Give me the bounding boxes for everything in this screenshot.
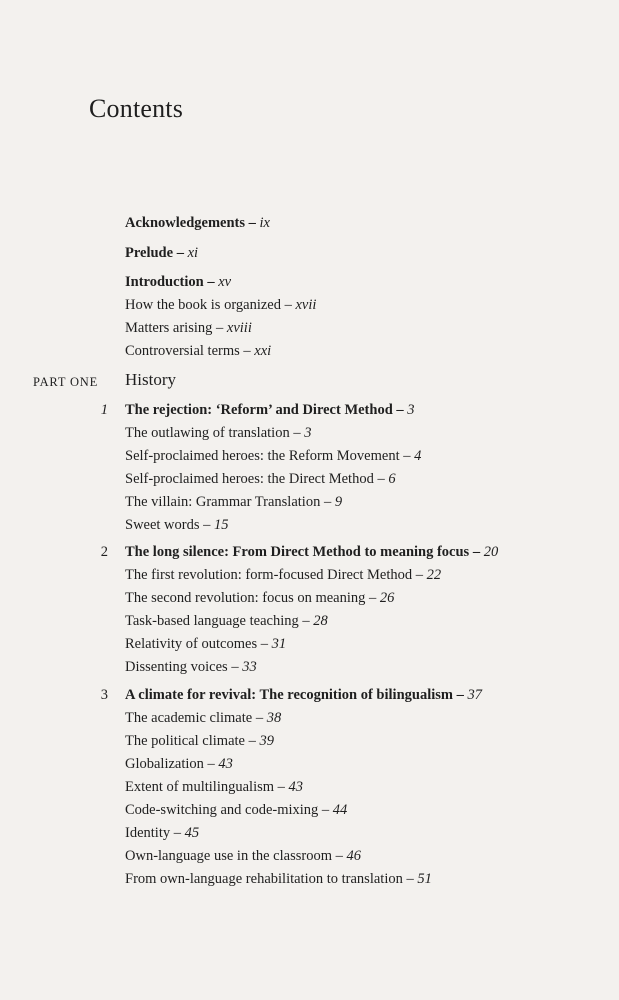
- toc-section: The academic climate – 38: [125, 710, 282, 726]
- toc-section: Task-based language teaching – 28: [125, 613, 328, 629]
- toc-section: The second revolution: focus on meaning – 26: [125, 590, 395, 606]
- toc-section: Dissenting voices – 33: [125, 659, 257, 675]
- chapter-number: 1: [100, 402, 108, 418]
- part-label: PART ONE: [33, 375, 99, 389]
- toc-entry-acknowledgements: Acknowledgements – ix: [125, 215, 270, 231]
- toc-section: Relativity of outcomes – 31: [125, 636, 287, 652]
- page-title: Contents: [89, 94, 184, 123]
- toc-section: The political climate – 39: [125, 733, 274, 749]
- chapter-number: 3: [100, 687, 108, 703]
- toc-entry-how-organized: How the book is organized – xvii: [125, 297, 317, 313]
- toc-section: The villain: Grammar Translation – 9: [125, 494, 343, 510]
- toc-entry-controversial-terms: Controversial terms – xxi: [125, 343, 272, 359]
- toc-section: Sweet words – 15: [125, 517, 229, 533]
- chapter-title: The long silence: From Direct Method to meaning focus – 20: [125, 544, 499, 560]
- part-title: History: [125, 370, 176, 389]
- toc-entry-prelude: Prelude – xi: [125, 245, 199, 261]
- toc-section: Own-language use in the classroom – 46: [125, 848, 361, 864]
- toc-entry-matters-arising: Matters arising – xviii: [125, 320, 252, 336]
- toc-section: Self-proclaimed heroes: the Direct Method – 6: [125, 471, 396, 487]
- chapter-title: The rejection: ‘Reform’ and Direct Method – 3: [125, 402, 415, 418]
- toc-section: Extent of multilingualism – 43: [125, 779, 304, 795]
- toc-section: Identity – 45: [125, 825, 200, 841]
- chapter-number: 2: [100, 544, 108, 560]
- toc-section: The outlawing of translation – 3: [125, 425, 312, 441]
- toc-section: Code-switching and code-mixing – 44: [125, 802, 348, 818]
- toc-section: The first revolution: form-focused Direct Method – 22: [125, 567, 442, 583]
- chapter-title: A climate for revival: The recognition of bilingualism – 37: [125, 687, 482, 703]
- toc-section: Globalization – 43: [125, 756, 233, 772]
- toc-section: Self-proclaimed heroes: the Reform Movement – 4: [125, 448, 422, 464]
- toc-section: From own-language rehabilitation to translation – 51: [125, 871, 432, 887]
- toc-entry-introduction: Introduction – xv: [125, 274, 232, 290]
